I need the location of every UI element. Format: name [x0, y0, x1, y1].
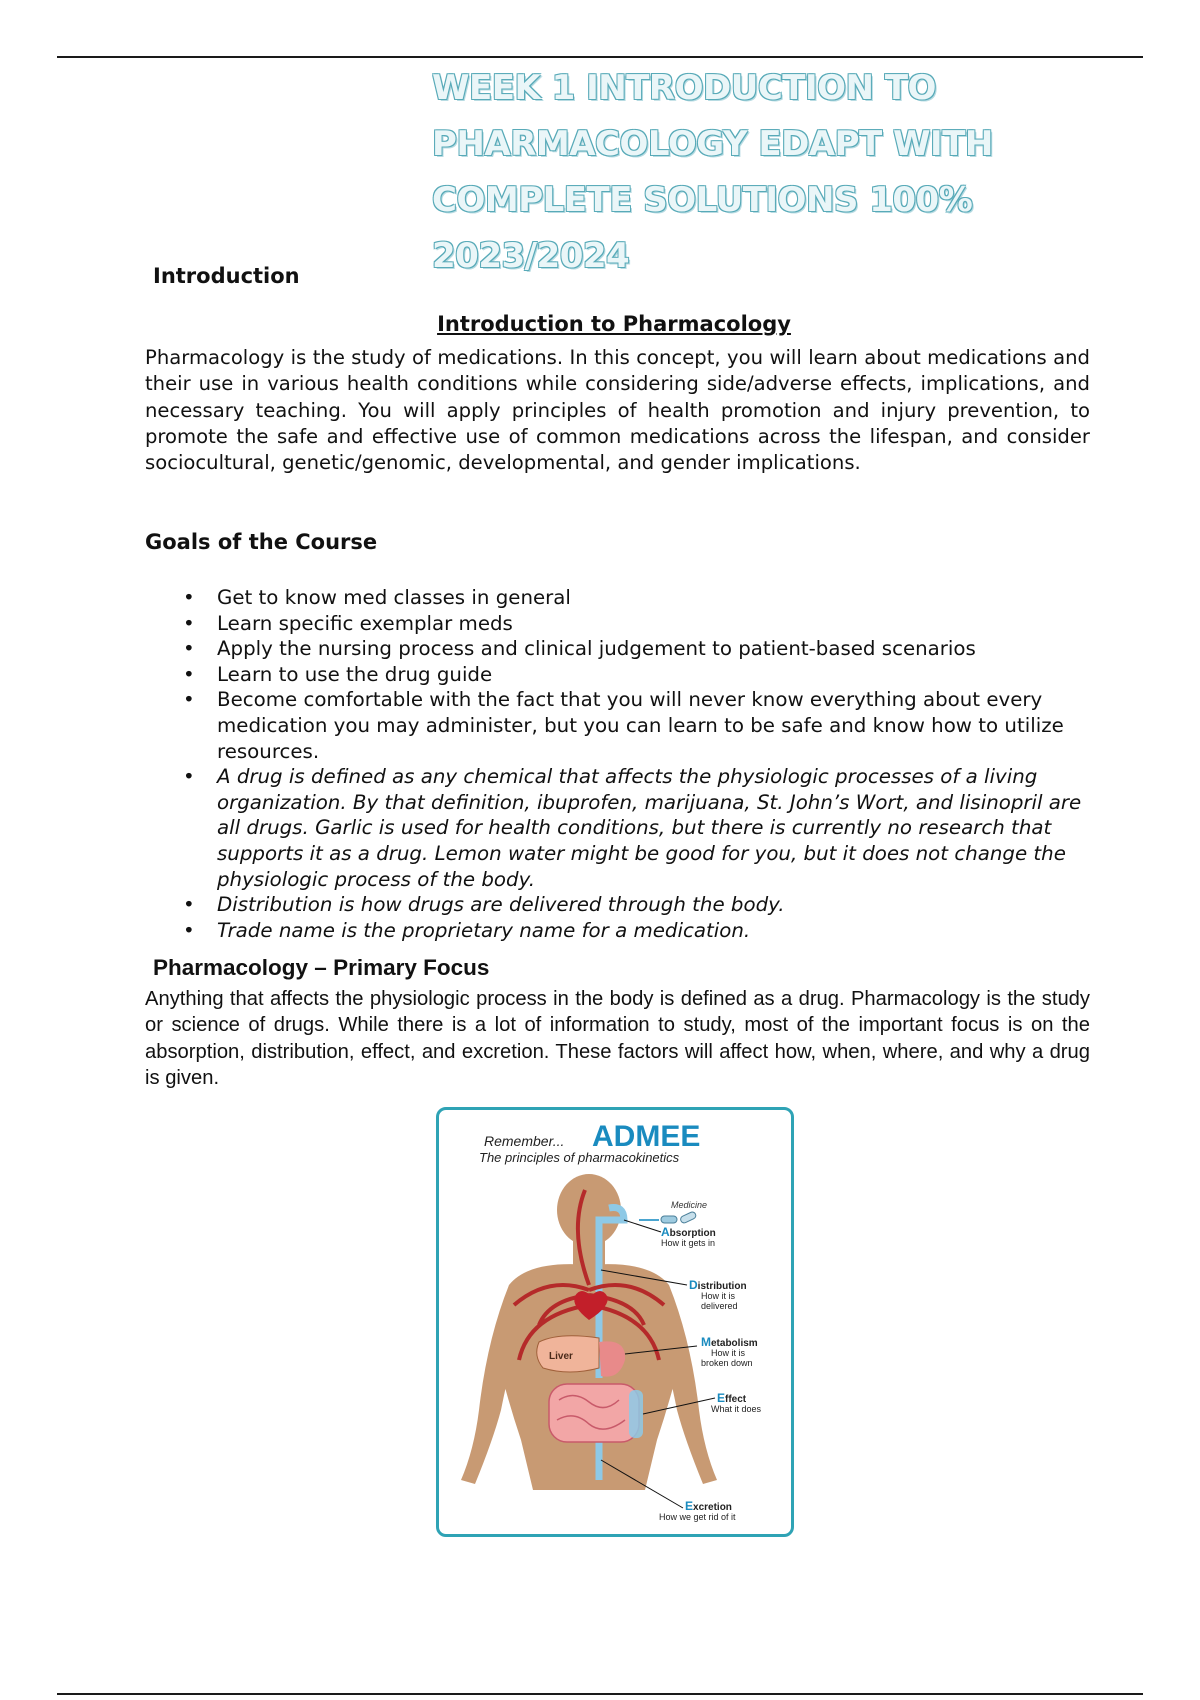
bullet-icon: •: [183, 662, 195, 686]
bullet-icon: •: [183, 918, 195, 942]
stage-metabolism: Metabolism: [701, 1335, 758, 1349]
bullet-icon: •: [183, 586, 195, 609]
medicine-label: Medicine: [671, 1200, 708, 1210]
goals-list: [183, 585, 1083, 943]
list-item: • Learn specific exemplar meds: [183, 611, 513, 635]
bullet-icon: •: [183, 611, 195, 635]
bullet-icon: •: [183, 688, 195, 712]
stage-metabolism-desc: broken down: [701, 1358, 753, 1368]
figure-acronym: ADMEE: [592, 1120, 701, 1153]
document-title: [432, 60, 1132, 284]
list-item: • Distribution is how drugs are delivered through the body.: [183, 893, 785, 917]
admee-figure: [436, 1107, 794, 1537]
list-item: • Learn to use the drug guide: [183, 662, 493, 686]
stage-excretion-desc: How we get rid of it: [659, 1512, 736, 1522]
title-line: WEEK 1 INTRODUCTION TO: [432, 68, 936, 108]
capsule-icon: [639, 1211, 697, 1224]
list-item: • Apply the nursing process and clinical judgement to patient-based scenarios: [183, 637, 976, 661]
bullet-icon: •: [183, 765, 195, 789]
figure-subtitle: The principles of pharmacokinetics: [479, 1150, 680, 1165]
goals-heading: Goals of the Course: [145, 530, 378, 554]
list-item: • Get to know med classes in general: [183, 586, 571, 609]
title-line: COMPLETE SOLUTIONS 100%: [432, 180, 973, 220]
focus-heading: Pharmacology – Primary Focus: [153, 955, 490, 980]
title-line: 2023/2024: [432, 236, 630, 276]
bullet-icon: •: [183, 637, 195, 661]
stage-excretion: Excretion: [685, 1499, 732, 1513]
stage-effect-desc: What it does: [711, 1404, 762, 1414]
admee-illustration: [439, 1110, 791, 1534]
stage-distribution-desc: How it is: [701, 1291, 736, 1301]
stage-absorption: Absorption: [661, 1225, 716, 1239]
list-item: • Become comfortable with the fact that you will never know everything about every medication you may administer, but you can learn to be safe and know how to utilize resources.: [183, 688, 1064, 763]
section-title: Introduction to Pharmacology: [437, 312, 791, 336]
list-item: • Trade name is the proprietary name for a medication.: [183, 918, 751, 942]
stage-metabolism-desc: How it is: [711, 1348, 746, 1358]
title-line: PHARMACOLOGY EDAPT WITH: [432, 124, 993, 164]
stage-absorption-desc: How it gets in: [661, 1238, 716, 1248]
bottom-rule: [57, 1693, 1143, 1695]
list-item: • A drug is defined as any chemical that affects the physiologic processes of a living organization. By that definition, ibuprofen, marijuana, St. John’s Wort, and lisinopril are all drugs. Garlic is used for health conditions, but there is currently no research that supports it as a drug. Lemon water might be good for you, but it does not change the physiologic process of the body.: [183, 765, 1082, 891]
liver-label: Liver: [549, 1351, 573, 1362]
intestines-icon: [549, 1384, 643, 1442]
bullet-icon: •: [183, 893, 195, 917]
top-rule: [57, 56, 1143, 58]
intro-paragraph: Pharmacology is the study of medications. In this concept, you will learn about medications and their use in various health conditions while considering side/adverse effects, implications, and necessary teaching. You will apply principles of health promotion and injury prevention, to promote the safe and effective use of common medications across the lifespan, and consider sociocultural, genetic/genomic, developmental, and gender implications.: [145, 346, 1090, 475]
stage-distribution: Distribution: [689, 1278, 747, 1292]
figure-remember: Remember...: [484, 1133, 565, 1149]
intro-label: Introduction: [153, 264, 300, 288]
stage-effect: Effect: [717, 1391, 747, 1405]
focus-paragraph: Anything that affects the physiologic process in the body is defined as a drug. Pharmacology is the study or science of drugs. While there is a lot of information to study, most of the important focus is on the absorption, distribution, effect, and excretion. These factors will affect how, when, where, and why a drug is given.: [145, 988, 1090, 1089]
stage-distribution-desc: delivered: [701, 1301, 738, 1311]
